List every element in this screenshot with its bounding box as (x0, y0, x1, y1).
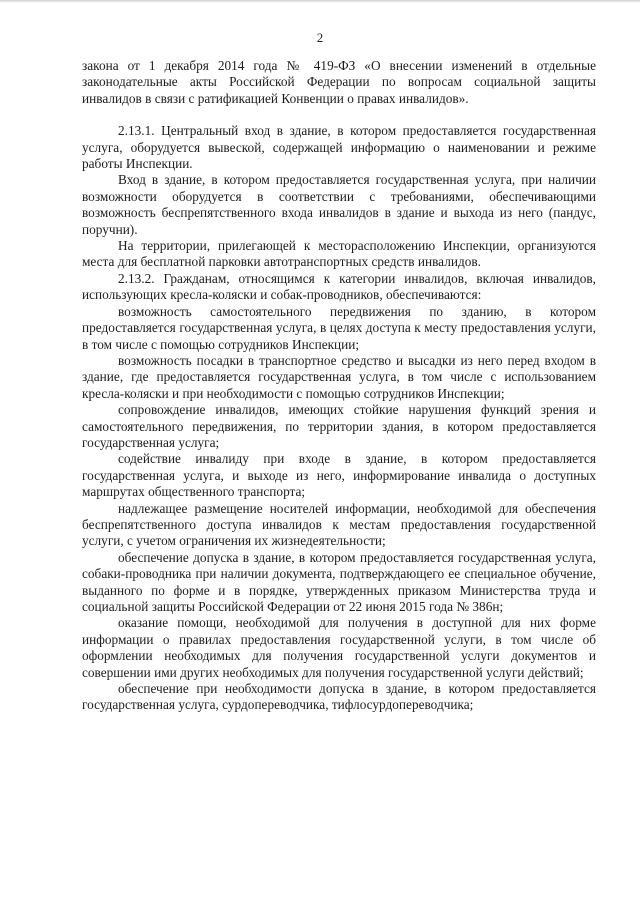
list-item-assistance-entry: содействие инвалиду при входе в здание, в котором предоставляется государственная услуга, и выходе из него, информирование инвалида о доступных маршрутах общественного транспорта; (82, 451, 596, 500)
document-body (82, 58, 596, 714)
list-item-escort: сопровождение инвалидов, имеющих стойкие нарушения функций зрения и самостоятельного передвижения, по территории здания, в котором предоставляется государственная услуга; (82, 402, 596, 450)
page-top-edge (0, 0, 640, 3)
list-item-transport: возможность посадки в транспортное средство и высадки из него перед входом в здание, где предоставляется государственная услуга, в том числе с использованием кресла-коляски и при необходимости с помощью сотрудников Инспекции; (82, 352, 596, 401)
list-item-guide-dog: обеспечение допуска в здание, в котором предоставляется государственная услуга, собаки-проводника при наличии документа, подтверждающего ее специальное обучение, выданного по форме и в порядке, утвержденных приказом Министерства труда и социальной защиты Российской Федерации от 22 июня 2015 года № 386н; (82, 549, 596, 614)
paragraph-parking: На территории, прилегающей к месторасположению Инспекции, организуются места для бесплатной парковки автотранспортных средств инвалидов. (82, 238, 596, 270)
list-item-sign-interpreter: обеспечение при необходимости допуска в здание, в котором предоставляется государственная услуга, сурдопереводчика, тифлосурдопереводчика; (82, 681, 596, 713)
paragraph-2-13-2: 2.13.2. Гражданам, относящимся к категории инвалидов, включая инвалидов, использующих кресла-коляски и собак-проводников, обеспечиваются: (82, 270, 596, 303)
list-item-information-carriers: надлежащее размещение носителей информации, необходимой для обеспечения беспрепятственного доступа инвалидов к местам предоставления государственной услуги, с учетом ограничения их жизнедеятельности; (82, 500, 596, 549)
paragraph-entrance: Вход в здание, в котором предоставляется государственная услуга, при наличии возможности оборудуется в соответствии с требованиями, обеспечивающими возможность беспрепятственного входа инвалидов в здание и выхода из него (пандус, поручни). (82, 172, 596, 237)
list-item-movement: возможность самостоятельного передвижения по зданию, в котором предоставляется государственная услуга, в целях доступа к месту предоставления услуги, в том числе с помощью сотрудников Инспекции; (82, 303, 596, 352)
paragraph-2-13-1: 2.13.1. Центральный вход в здание, в котором предоставляется государственная услуга, оборудуется вывеской, содержащей информацию о наименовании и режиме работы Инспекции. (82, 123, 596, 172)
page-number: 2 (316, 30, 324, 45)
paragraph-continuation: закона от 1 декабря 2014 года № 419-ФЗ «О внесении изменений в отдельные законодательные акты Российской Федерации по вопросам социальной защиты инвалидов в связи с ратификацией Конвенции о правах инвалидов». (82, 58, 596, 106)
list-item-help-information: оказание помощи, необходимой для получения в доступной для них форме информации о правилах предоставления государственной услуги, в том числе об оформлении необходимых для получения государственной услуги документов и совершении ими других необходимых для получения государственной услуги действий; (82, 615, 596, 680)
